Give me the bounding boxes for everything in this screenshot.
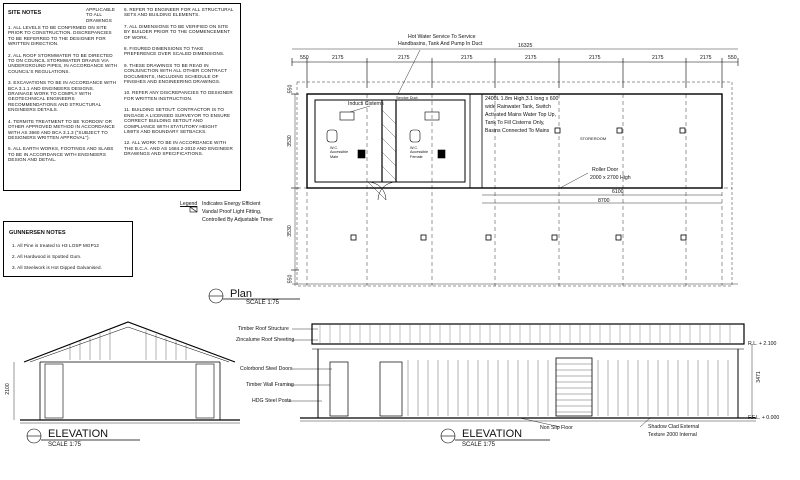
elev-zincalume: Zincalume Roof Sheeting (236, 337, 295, 343)
plan-tank-line-4: Tank To Fill Cisterns Only, (485, 120, 545, 126)
note-7: 7. ALL DIMENSIONS TO BE VERIFIED ON SITE BY BUILDER PRIOR TO THE COMMENCEMENT OF WORK. (124, 23, 231, 40)
elev-rl: R.L. + 2.100 (748, 341, 777, 347)
plan-wc-label-2: W.C. Accessible Female (410, 146, 429, 159)
plan-dim-top-4: 2175 (525, 55, 537, 61)
note-5: 5. ALL EARTH WORKS, FOOTINGS AND SLABS TO BE IN ACCORDANCE WITH ENGINEERS DESIGN AND DETAIL. (8, 146, 114, 163)
note-3: 3. EXCAVATIONS TO BE IN ACCORDANCE WITH BCA 3.1.1 AND ENGINEERS DESIGNS. DRAINAGE WORK TO COMPLY WITH GEOTECHNICAL ENGINEERS RECOMMENDATIONS AND STRUCTURAL ENGINEERS DETAILS. (8, 80, 117, 113)
plan-wc-label-1: W.C. Accessible Male (330, 146, 349, 159)
plan-storeroom: STOREROOM (580, 136, 607, 141)
elev-timber-roof: Timber Roof Structure (238, 326, 289, 332)
elev-timber-wall: Timber Wall Framing (246, 382, 294, 388)
site-notes-applicable: APPLICABLE TO ALL DRAWINGS (86, 7, 116, 23)
plan-dim-top-8: 550 (728, 55, 737, 61)
plan-dim-left-3: 550 (287, 84, 294, 94)
plan-dim-top-3: 2175 (461, 55, 473, 61)
elevation-1-dim: 2100 (4, 383, 11, 395)
plan-dim-left-4: 550 (287, 274, 294, 284)
plan-dim-top-2: 2175 (398, 55, 410, 61)
roller-door (556, 358, 592, 416)
plan-tank-line-2: wide Rainwater Tank, Switch (485, 104, 551, 110)
elev-hdg-posts: HDG Steel Posts (252, 398, 292, 404)
accessible-icon (358, 150, 365, 158)
note-6: 6. REFER TO ENGINEER FOR ALL STRUCTURAL SETS AND BUILDING ELEMENTS. (124, 7, 234, 18)
elevation-1-title: ELEVATION (48, 428, 109, 440)
plan-hot-water-label: Hot Water Service To Service (408, 34, 476, 40)
note-1: 1. ALL LEVELS TO BE CONFIRMED ON SITE PRIOR TO CONSTRUCTION. DISCREPANCIES TO BE REFERRED TO THE DESIGNER FOR WRITTEN DIRECTION. (8, 25, 112, 47)
plan-dim-left-1: 3530 (286, 135, 293, 147)
plan-dim-top-5: 2175 (589, 55, 601, 61)
plan-tank-line-5: Basins Connected To Mains (485, 128, 550, 134)
note-4: 4. TERMITE TREATMENT TO BE 'KORDON' OR OTHER APPROVED METHOD IN ACCORDANCE WITH AS 3660 AND BCA 3.1.3 ("SUBJECT TO DESIGNERS WRITTEN APPROVAL"). (8, 118, 115, 140)
legend-title: Legend (180, 201, 198, 207)
plan-hot-water-label-2: Handbasins, Tank And Pump In Duct (398, 41, 483, 47)
legend-vandal: Vandal Proof Light Fitting, (202, 209, 262, 215)
elevation-1-drawing (14, 322, 240, 423)
note-12: 12. ALL WORK TO BE IN ACCORDANCE WITH THE B.C.A. AND AS 1684.2-2010 AND ENGINEER DRAWINGS AND SPECIFICATIONS. (124, 140, 233, 157)
note-8: 8. FIGURED DIMENSIONS TO TAKE PREFERENCE OVER SCALED DIMENSIONS. (124, 46, 225, 57)
plan-dim-left-2: 3530 (286, 225, 293, 237)
plan-tank-line-1: 2400L 1.8m High,3.1 long x 600 (485, 96, 559, 102)
note-10: 10. REFER ANY DISCREPANCIES TO DESIGNER FOR WRITTEN INSTRUCTION. (124, 90, 233, 101)
plan-top-ticks (307, 58, 722, 88)
plan-roller-door-size: 2000 x 2700 High (590, 175, 631, 181)
plan-dim-6100: 6100 (612, 189, 624, 195)
plan-tank-line-3: Activated Mains Water Top Up, (485, 112, 556, 118)
elev-shadow-clad: Shadow Clad External (648, 424, 700, 430)
elevation-2-title: ELEVATION (462, 428, 523, 440)
elev-dim: 3471 (755, 371, 762, 383)
site-notes-title: SITE NOTES (8, 10, 42, 16)
gunnersen-title: GUNNERSEN NOTES (9, 230, 66, 236)
elevation-2-drawing (288, 324, 756, 427)
plan-dim-top-7: 2175 (700, 55, 712, 61)
elevation-1-scale: SCALE 1:75 (48, 442, 82, 448)
wc-icon (327, 130, 337, 142)
note-9: 9. THESE DRAWINGS TO BE READ IN CONJUNCTION WITH ALL OTHER CONTRACT DOCUMENTS, INCLUDING SCHEDULE OF FINISHES AND ENGINEERING DRAWINGS. (124, 62, 228, 85)
elevation-2-scale: SCALE 1:75 (462, 442, 496, 448)
plan-title: Plan (230, 288, 253, 300)
plan-dim-top-0: 550 (300, 55, 309, 61)
plan-dim-top-1: 2175 (332, 55, 344, 61)
elev-colorbond-doors: Colorbond Steel Doors (240, 366, 293, 372)
plan-dim-top-6: 2175 (652, 55, 664, 61)
accessible-icon-2 (438, 150, 445, 158)
gunnersen-item-1: 1. All Pine is treated to H3 LOSP MGP12 (12, 243, 100, 248)
wc-icon-2 (410, 130, 420, 142)
legend-energy: Indicates Energy Efficient (202, 201, 261, 207)
plan-overall-dim: 16325 (518, 43, 533, 49)
legend-timer: Controlled By Adjustable Timer (202, 217, 273, 223)
note-2: 2. ALL ROOF STORMWATER TO BE DIRECTED TO ON COUNCIL STORMWATER DRAINS VIA UNDERGROUND PIPES, IN ACCORDANCE WITH COUNCIL'S REGULATIONS. (8, 52, 118, 74)
elev-shadow-clad-2: Texture 2000 Internal (648, 432, 697, 438)
note-11: 11. BUILDING SETOUT: CONTRACTOR IS TO ENGAGE A LICENSED SURVEYOR TO ENSURE CORRECT BUILDING SETOUT AND COMPLIANCE WITH STATUTORY HEIGHT LIMITS AND BOUNDARY SETBACKS. (124, 107, 231, 134)
gunnersen-item-3: 3. All Steelwork is Hot Dipped Galvanised. (12, 265, 102, 270)
elev-non-slip: Non Slip Floor (540, 425, 573, 431)
gunnersen-item-2: 2. All Hardwood is Spotted Gum. (12, 254, 82, 259)
elev-fl: F.F.L. + 0.000 (748, 415, 780, 421)
plan-scale: SCALE 1:75 (246, 300, 280, 306)
plan-service-duct: Service Duct (396, 96, 418, 100)
plan-dim-8700: 8700 (598, 198, 610, 204)
plan-roller-door: Roller Door (592, 167, 619, 173)
plan-inducti-cisterns: Inducti Cisterns (348, 101, 384, 107)
plan-posts (351, 128, 686, 240)
